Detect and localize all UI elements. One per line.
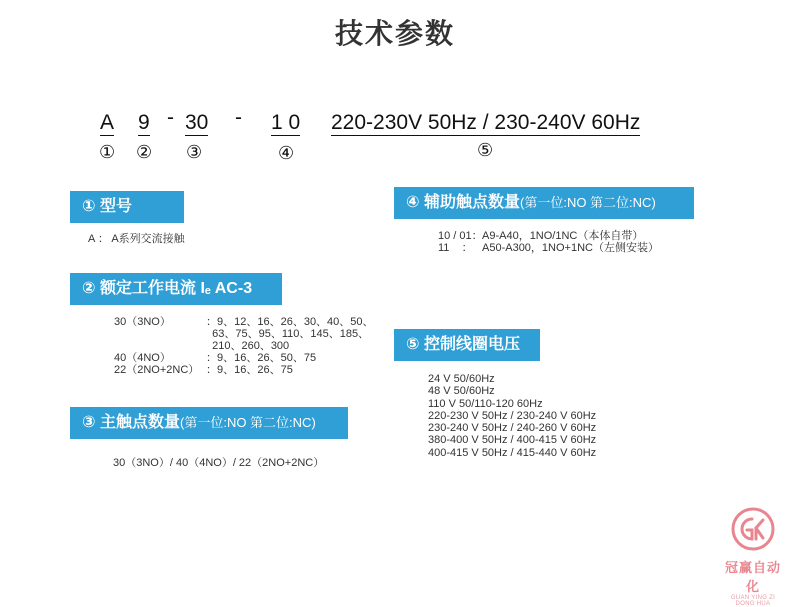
rated-current-values: ：9、16、26、50、75 — [206, 352, 317, 364]
coil-voltage-item: 24 V 50/60Hz — [428, 373, 495, 385]
rated-current-table — [114, 316, 374, 376]
rated-current-values: ：9、16、26、75 — [206, 364, 293, 376]
aux-contacts-title: ④ 辅助触点数量 — [406, 194, 520, 211]
model-row-sep: ： — [97, 233, 109, 245]
model-row-value: A系列交流接触 — [111, 233, 185, 245]
coil-voltage-item: 220-230 V 50Hz / 230-240 V 60Hz — [428, 409, 597, 422]
rated-current-key — [114, 328, 206, 340]
main-contacts-options: 30（3NO）/ 40（4NO）/ 22（2NO+2NC） — [113, 457, 325, 469]
code-part-main-contacts: 30 — [185, 111, 209, 134]
aux-contacts-key: 10 / 01： — [438, 230, 483, 242]
coil-voltage-item: 230-240 V 50Hz / 240-260 V 60Hz — [428, 422, 597, 435]
main-contacts-title: ③ 主触点数量 — [82, 414, 180, 431]
aux-contacts-value: A50-A300，1NO+1NC（左侧安装） — [482, 242, 659, 254]
rated-current-key: 30（3NO） — [114, 316, 171, 328]
section-coil-voltage-label: ⑤ 控制线圈电压 — [394, 329, 540, 361]
brand-pinyin: GUAN YING ZI DONG HUA — [730, 595, 776, 607]
rated-current-values: ：9、12、16、26、30、40、50、 — [206, 316, 374, 328]
rated-current-values: 63、75、95、110、145、185、 — [206, 328, 370, 340]
coil-voltage-item: 110 V 50/110-120 60Hz — [428, 397, 543, 410]
rated-current-key: 22（2NO+2NC） — [114, 364, 200, 376]
brand-name: 冠赢自动化 — [724, 560, 781, 594]
marker-2: ② — [136, 142, 153, 162]
section-main-contacts-label — [70, 407, 348, 439]
marker-1: ① — [99, 142, 116, 162]
coil-voltage-item: 400-415 V 50Hz / 415-440 V 60Hz — [428, 446, 597, 459]
coil-voltage-list — [428, 373, 596, 459]
code-part-series: A — [100, 111, 115, 134]
marker-5: ⑤ — [477, 140, 494, 160]
aux-contacts-table — [438, 230, 659, 254]
coil-voltage-item: 380-400 V 50Hz / 400-415 V 60Hz — [428, 434, 597, 447]
code-dash-2: - — [235, 106, 242, 129]
section-model-label: ① 型号 — [70, 191, 184, 223]
code-part-current: 9 — [138, 111, 150, 134]
main-contacts-note: (第一位:NO 第二位:NC) — [180, 415, 316, 430]
code-dash-1: - — [167, 106, 174, 129]
section-rated-current-label: ② 额定工作电流 Iₑ AC-3 — [70, 273, 282, 305]
section-aux-contacts-label — [394, 187, 694, 219]
coil-voltage-item: 48 V 50/60Hz — [428, 385, 495, 398]
rated-current-values: 210、260、300 — [206, 340, 290, 352]
model-row-key: A — [88, 233, 96, 245]
marker-3: ③ — [186, 142, 203, 162]
brand-logo-icon — [730, 506, 776, 552]
model-row — [88, 233, 185, 245]
aux-contacts-value: A9-A40，1NO/1NC（本体自带） — [482, 230, 644, 242]
rated-current-key — [114, 340, 206, 352]
marker-4: ④ — [278, 143, 295, 163]
code-part-coil-voltage: 220-230V 50Hz / 230-240V 60Hz — [331, 111, 641, 134]
brand-logo — [724, 506, 782, 607]
aux-contacts-note: (第一位:NO 第二位:NC) — [520, 195, 656, 210]
rated-current-key: 40（4NO） — [114, 352, 171, 364]
page-title: 技术参数 — [334, 18, 455, 49]
code-part-aux-contacts: 1 0 — [271, 111, 301, 134]
aux-contacts-key: 11 ： — [438, 242, 473, 254]
